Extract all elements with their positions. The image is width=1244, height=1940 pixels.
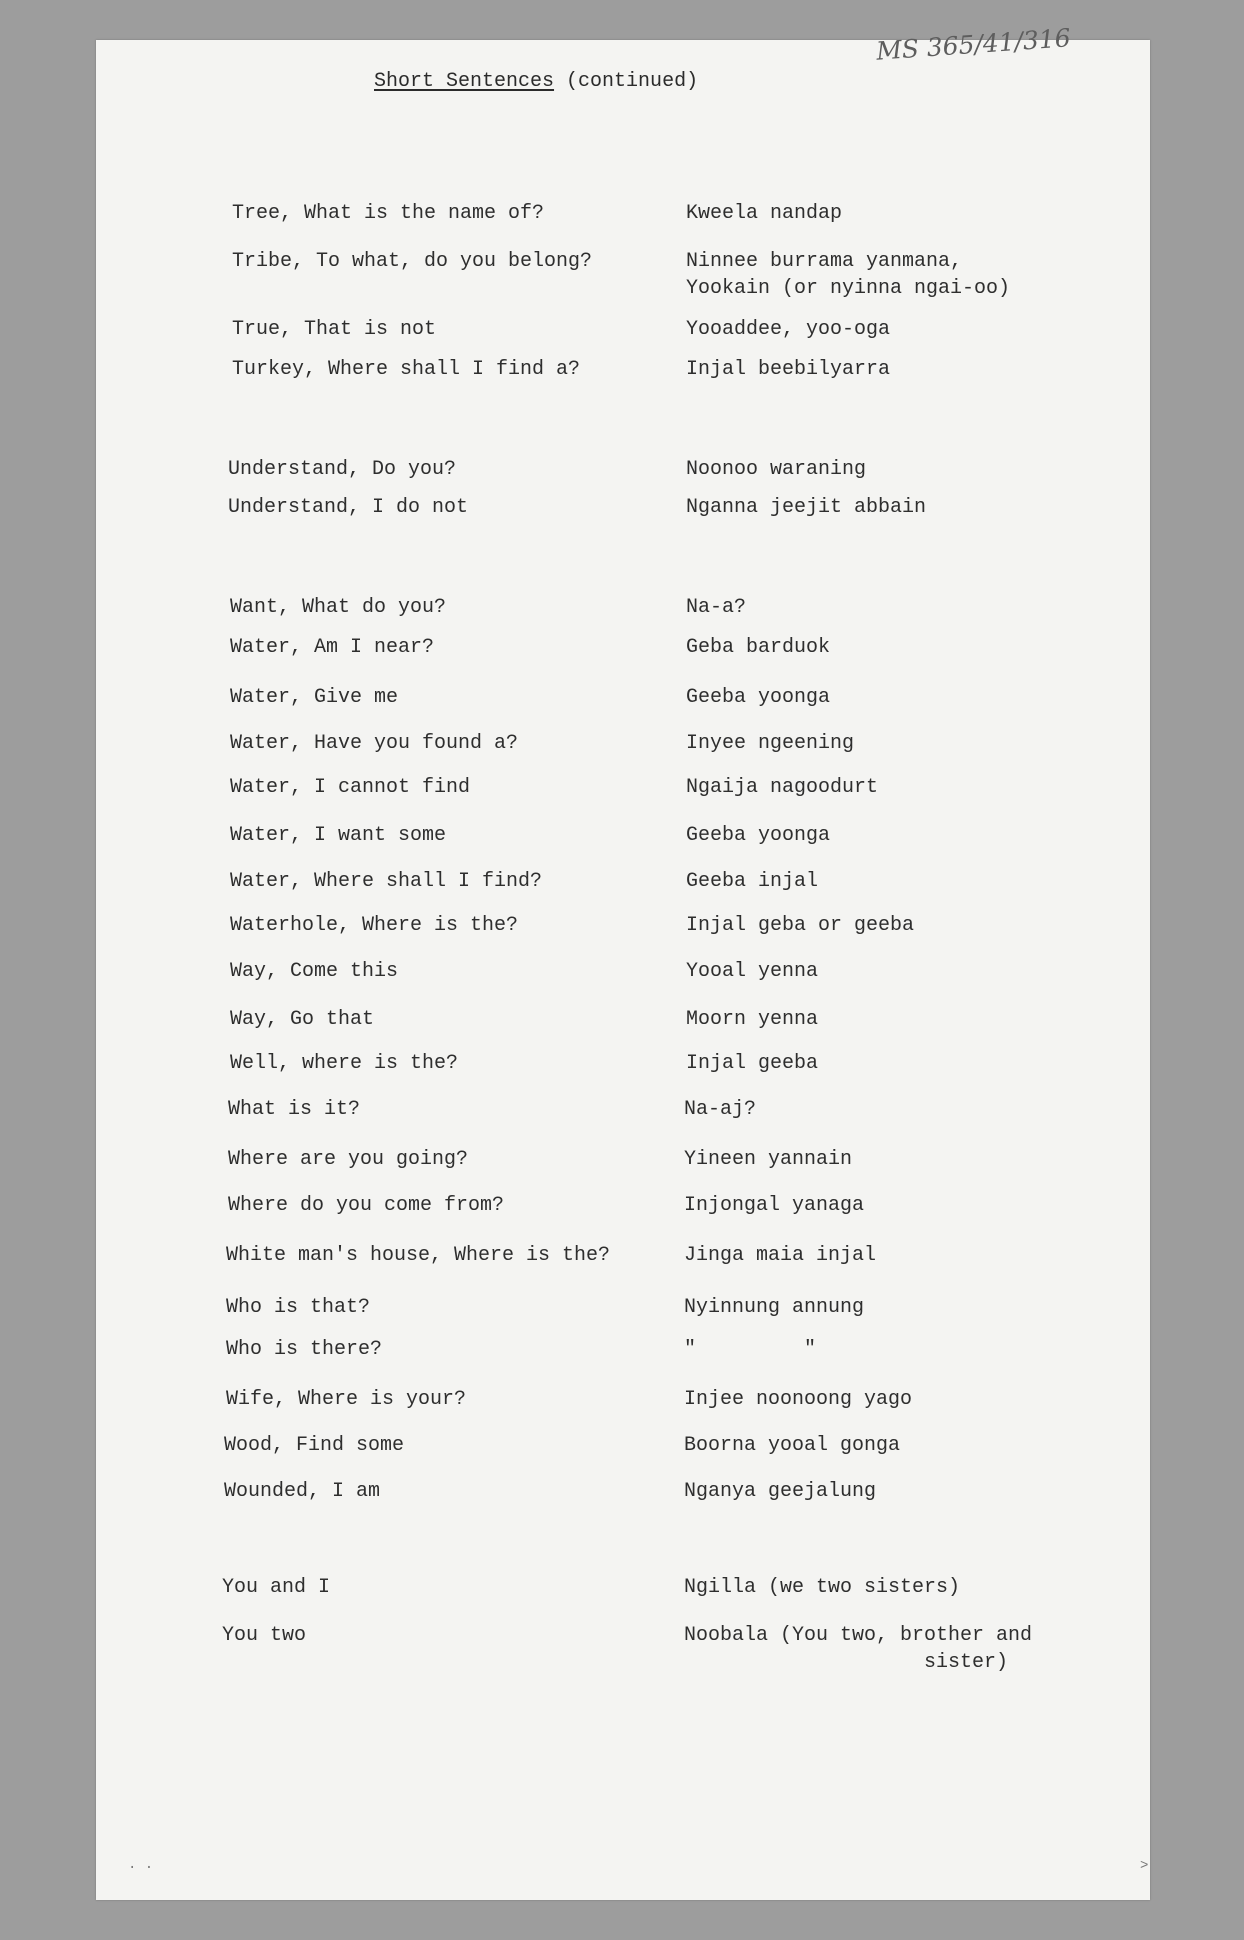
english-phrase: Well, where is the?	[230, 1052, 459, 1075]
aboriginal-translation: Inyee ngeening	[686, 732, 855, 755]
aboriginal-translation: Nganya geejalung	[684, 1480, 877, 1503]
aboriginal-translation: Injal geba or geeba	[686, 914, 915, 937]
aboriginal-translation: Yooal yenna	[686, 960, 819, 983]
english-phrase: Water, Have you found a?	[230, 732, 519, 755]
english-phrase: Tribe, To what, do you belong?	[232, 250, 593, 273]
english-phrase: Who is that?	[226, 1296, 371, 1319]
heading-suffix: (continued)	[566, 70, 699, 93]
aboriginal-translation: Injongal yanaga	[684, 1194, 865, 1217]
english-phrase: Turkey, Where shall I find a?	[232, 358, 581, 381]
english-phrase: True, That is not	[232, 318, 437, 341]
aboriginal-translation: Moorn yenna	[686, 1008, 819, 1031]
aboriginal-translation: Nyinnung annung	[684, 1296, 865, 1319]
aboriginal-translation: Kweela nandap	[686, 202, 843, 225]
english-phrase: Water, Where shall I find?	[230, 870, 543, 893]
english-phrase: Tree, What is the name of?	[232, 202, 545, 225]
english-phrase: Where do you come from?	[228, 1194, 505, 1217]
aboriginal-translation: Nganna jeejit abbain	[686, 496, 927, 519]
english-phrase: What is it?	[228, 1098, 361, 1121]
archive-reference-handwritten: MS 365/41/316	[875, 23, 1072, 66]
english-phrase: Wife, Where is your?	[226, 1388, 467, 1411]
english-phrase: Water, I cannot find	[230, 776, 471, 799]
aboriginal-translation: Geeba injal	[686, 870, 819, 893]
aboriginal-translation: Noobala (You two, brother and sister)	[684, 1624, 1033, 1674]
aboriginal-translation: Geeba yoonga	[686, 824, 831, 847]
aboriginal-translation: Geba barduok	[686, 636, 831, 659]
aboriginal-translation: Geeba yoonga	[686, 686, 831, 709]
aboriginal-translation: Ninnee burrama yanmana, Yookain (or nyinna ngai-oo)	[686, 250, 1011, 300]
aboriginal-translation: Injal geeba	[686, 1052, 819, 1075]
margin-marks-left: · ·	[128, 1860, 154, 1876]
aboriginal-translation: Injee noonoong yago	[684, 1388, 913, 1411]
english-phrase: White man's house, Where is the?	[226, 1244, 611, 1267]
english-phrase: You and I	[222, 1576, 331, 1599]
aboriginal-translation: Ngaija nagoodurt	[686, 776, 879, 799]
aboriginal-translation: " "	[684, 1338, 817, 1361]
english-phrase: Wounded, I am	[224, 1480, 381, 1503]
english-phrase: Understand, Do you?	[228, 458, 457, 481]
english-phrase: Water, I want some	[230, 824, 447, 847]
english-phrase: Way, Go that	[230, 1008, 375, 1031]
english-phrase: Where are you going?	[228, 1148, 469, 1171]
english-phrase: Wood, Find some	[224, 1434, 405, 1457]
english-phrase: Water, Am I near?	[230, 636, 435, 659]
english-phrase: Understand, I do not	[228, 496, 469, 519]
english-phrase: Waterhole, Where is the?	[230, 914, 519, 937]
aboriginal-translation: Na-aj?	[684, 1098, 757, 1121]
aboriginal-translation: Ngilla (we two sisters)	[684, 1576, 961, 1599]
aboriginal-translation: Jinga maia injal	[684, 1244, 877, 1267]
english-phrase: Want, What do you?	[230, 596, 447, 619]
aboriginal-translation: Injal beebilyarra	[686, 358, 891, 381]
page-heading	[374, 70, 698, 93]
heading-title: Short Sentences	[374, 70, 555, 93]
english-phrase: You two	[222, 1624, 307, 1647]
aboriginal-translation: Yooaddee, yoo-oga	[686, 318, 891, 341]
english-phrase: Who is there?	[226, 1338, 383, 1361]
english-phrase: Way, Come this	[230, 960, 399, 983]
aboriginal-translation: Yineen yannain	[684, 1148, 853, 1171]
english-phrase: Water, Give me	[230, 686, 399, 709]
aboriginal-translation: Na-a?	[686, 596, 747, 619]
aboriginal-translation: Boorna yooal gonga	[684, 1434, 901, 1457]
margin-mark-right: >	[1140, 1858, 1149, 1874]
aboriginal-translation: Noonoo waraning	[686, 458, 867, 481]
